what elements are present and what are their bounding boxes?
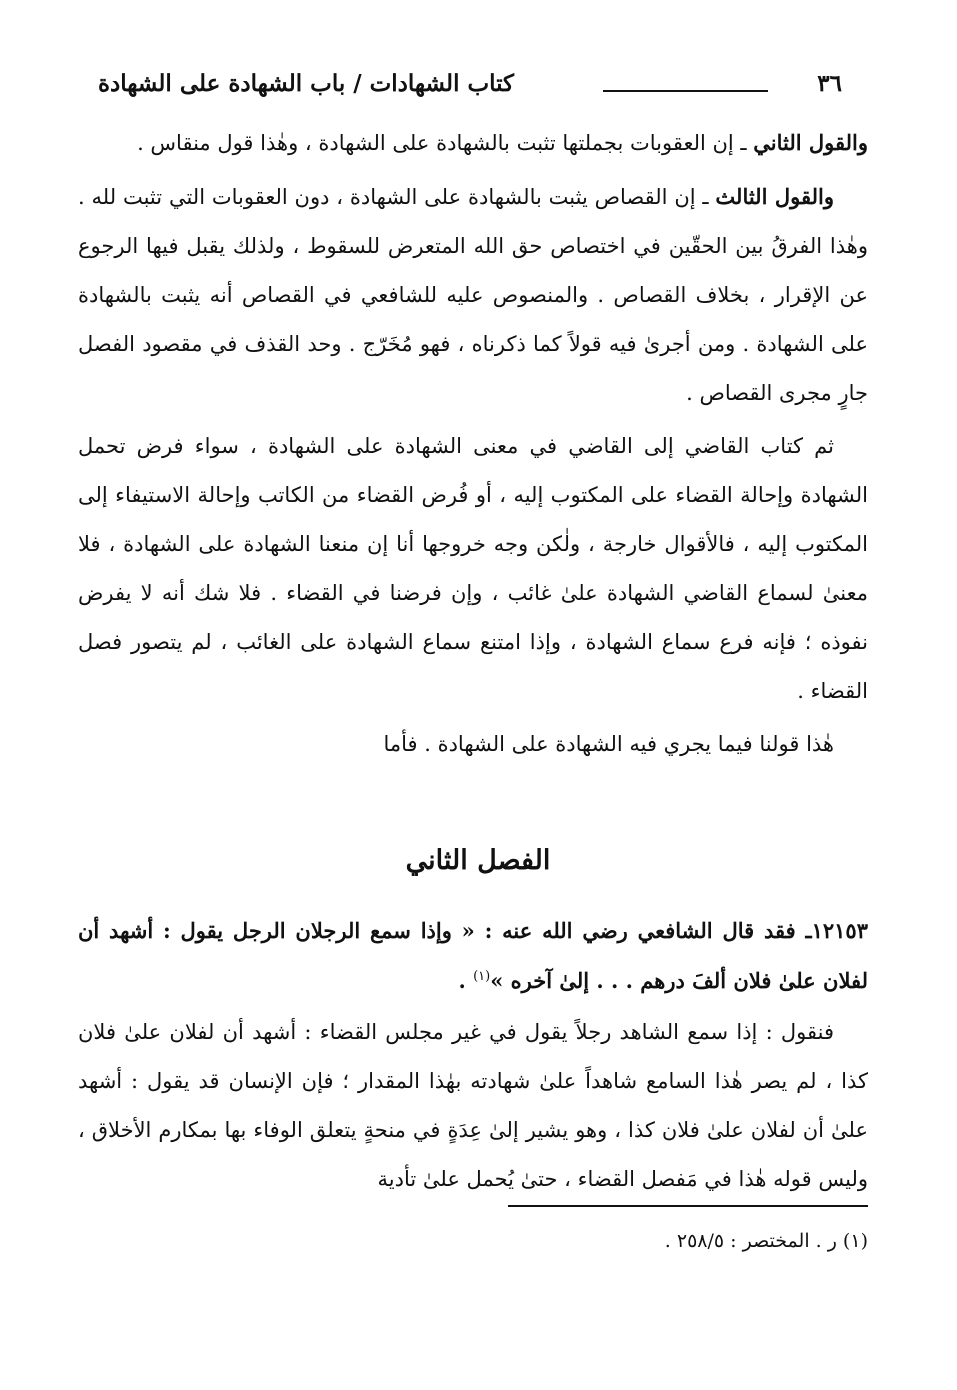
paragraph-text: هٰذا قولنا فيما يجري فيه الشهادة على الشهادة . فأما: [383, 732, 834, 756]
masala-paragraph: [78, 908, 868, 1004]
chapter-heading: الفصل الثاني: [405, 845, 551, 876]
masala-number: ١٢١٥٣ـ: [805, 918, 868, 943]
commentary-paragraph: [78, 1008, 868, 1204]
footnote-rule: [508, 1205, 868, 1207]
footnote-reference[interactable]: (١): [473, 969, 491, 984]
running-title: كتاب الشهادات / باب الشهادة على الشهادة: [98, 70, 515, 97]
paragraph-lead: والقول الثاني: [753, 130, 868, 155]
paragraph-text: فنقول : إذا سمع الشاهد رجلاً يقول في غير مجلس القضاء : أشهد أن لفلان علىٰ فلان كذا ، لم يصر هٰذا السامع شاهداً علىٰ شهادته بهٰذا المقدار ؛ فإن الإنسان قد يقول : أشهد علىٰ أن لفلان علىٰ فلان كذا ، وهو يشير إلىٰ عِدَةٍ في منحةٍ يتعلق الوفاء بها بمكارم الأخلاق ، وليس قوله هٰذا في مَفصل القضاء ، حتىٰ يُحمل علىٰ تأدية: [78, 1020, 868, 1191]
page-number: ٣٦: [817, 70, 842, 97]
paragraph-text: ـ إن القصاص يثبت بالشهادة على الشهادة ، دون العقوبات التي تثبت لله . وهٰذا الفرقُ بين الحقّين في اختصاص حق الله المتعرض للسقوط ، ولذلك يقبل فيها الرجوع عن الإقرار ، بخلاف القصاص . والمنصوص عليه للشافعي في القصاص أنه يثبت بالشهادة على الشهادة . ومن أجرىٰ فيه قولاً كما ذكرناه ، فهو مُخَرّج . وحد القذف في مقصود الفصل جارٍ مجرى القصاص .: [78, 185, 868, 405]
paragraph: [78, 720, 868, 769]
paragraph-lead: والقول الثالث: [715, 184, 834, 209]
paragraph: [78, 422, 868, 716]
paragraph: [78, 172, 868, 418]
paragraph-text: ـ إن العقوبات بجملتها تثبت بالشهادة على الشهادة ، وهٰذا قول منقاس .: [137, 131, 754, 155]
footnote: (١) ر . المختصر : ٢٥٨/٥ .: [664, 1230, 868, 1252]
running-header: [78, 66, 878, 106]
masala-text: فقد قال الشافعي رضي الله عنه : « وإذا سمع الرجلان الرجل يقول : أشهد أن لفلان علىٰ فلان ألفَ درهم . . . إلىٰ آخره »: [78, 918, 868, 993]
paragraph-text: ثم كتاب القاضي إلى القاضي في معنى الشهادة على الشهادة ، سواء فرض تحمل الشهادة وإحالة القضاء على المكتوب إليه ، أو فُرض القضاء من الكاتب وإحالة الاستيفاء إلى المكتوب إليه ، فالأقوال خارجة ، ولٰكن وجه خروجها أنا إن منعنا الشهادة على الشهادة ، فلا معنىٰ لسماع القاضي الشهادة علىٰ غائب ، وإن فرضنا في القضاء . فلا شك أنه لا يفرض نفوذه ؛ فإنه فرع سماع الشهادة ، وإذا امتنع سماع الشهادة على الغائب ، لم يتصور فصل القضاء .: [78, 434, 868, 703]
masala-end: .: [458, 968, 474, 993]
header-rule: [603, 90, 768, 92]
main-text: [78, 118, 868, 773]
paragraph: [78, 118, 868, 168]
